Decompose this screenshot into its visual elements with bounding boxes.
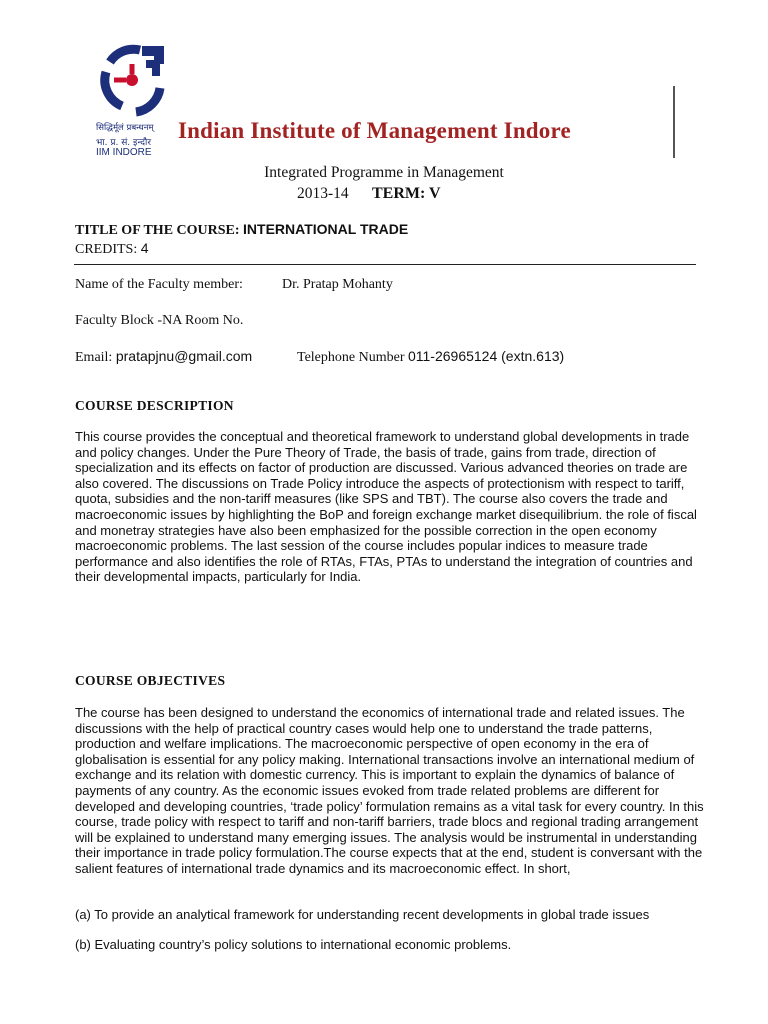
- email-value[interactable]: pratapjnu@gmail.com: [115, 348, 253, 364]
- iim-indore-logo: [96, 42, 168, 160]
- header-divider: [673, 86, 675, 158]
- course-title-value: INTERNATIONAL TRADE: [243, 221, 409, 237]
- telephone-label: Telephone Number: [297, 350, 408, 365]
- credits-label: CREDITS:: [75, 242, 141, 257]
- telephone-value: 011-26965124 (extn.613): [407, 348, 565, 364]
- objective-item-a: (a) To provide an analytical framework for understanding recent developments in global trade issues: [75, 907, 650, 922]
- logo-hindi-name: भा. प्र. सं. इन्दौर: [96, 138, 152, 148]
- programme-name: Integrated Programme in Management: [264, 164, 504, 181]
- telephone: [297, 348, 564, 366]
- faculty-name-row: [75, 277, 393, 293]
- course-title: [75, 221, 408, 239]
- logo-english-name: IIM INDORE: [96, 147, 152, 158]
- course-description-text: This course provides the conceptual and theoretical framework to understand global developments in trade and policy changes. Under the Pure Theory of Trade, the basis of trade, gains from trade, direction of specialization and its effects on factor of production are discussed. Various advanced theories on trade are also covered. The discussions on Trade Policy introduce the aspects of protectionism with respect to tariff, quota, subsidies and the non-tariff measures (like SPS and TBT). The course also covers the trade and macroeconomic issues by highlighting the BoP and foreign exchange market disequilibrium. the role of fiscal and monetray strategies have also been emphasized for the possible correction in the open economy macroeconomic problems. The last session of the course includes popular indices to measure trade performance and also identifies the role of RTAs, FTAs, PTAs to understand the integration of countries and their developmental impacts, particularly for India.: [75, 429, 697, 585]
- institute-name: Indian Institute of Management Indore: [178, 118, 571, 143]
- iim-logo-emblem-icon: [96, 42, 168, 122]
- course-title-label: TITLE OF THE COURSE:: [75, 223, 244, 238]
- course-credits: [75, 240, 149, 258]
- logo-motto: सिद्धिर्मूलं प्रबन्धनम्: [96, 123, 154, 133]
- academic-year: 2013-14: [297, 185, 349, 202]
- term-label: TERM: V: [372, 185, 441, 202]
- section-divider: [74, 264, 696, 265]
- email-label: Email:: [75, 350, 116, 365]
- faculty-name-label: Name of the Faculty member:: [75, 277, 243, 292]
- objective-item-b: (b) Evaluating country’s policy solutions to international economic problems.: [75, 937, 512, 952]
- credits-value: 4: [140, 240, 149, 256]
- course-objectives-heading: COURSE OBJECTIVES: [75, 673, 226, 688]
- faculty-block-row: Faculty Block -NA Room No.: [75, 313, 244, 328]
- contact-row: [75, 348, 565, 366]
- course-description-heading: COURSE DESCRIPTION: [75, 398, 234, 413]
- course-objectives-text: The course has been designed to understand the economics of international trade and related issues. The discussions with the help of practical country cases would help one to understand the trade patterns, production and welfare implications. The macroeconomic perspective of open economy in the era of globalisation is essential for any policy making. International transactions involve an international medium of exchange and its relation with domestic currency. This is important to explain the dynamics of balance of payments of any country. As the economic issues evoked from trade related problems are different for developed and developing countries, ‘trade policy’ formulation remains as a vital task for every country. In this course, trade policy with respect to tariff and non-tariff barriers, trade blocs and regional trading arrangement will be explained to understand many emerging issues. The analysis would be instrumental in understanding their importance in trade policy formulation.The course expects that at the end, student is conversant with the salient features of international trade dynamics and its macroeconomic effect. In short,: [75, 705, 704, 876]
- faculty-name-value: Dr. Pratap Mohanty: [282, 277, 393, 292]
